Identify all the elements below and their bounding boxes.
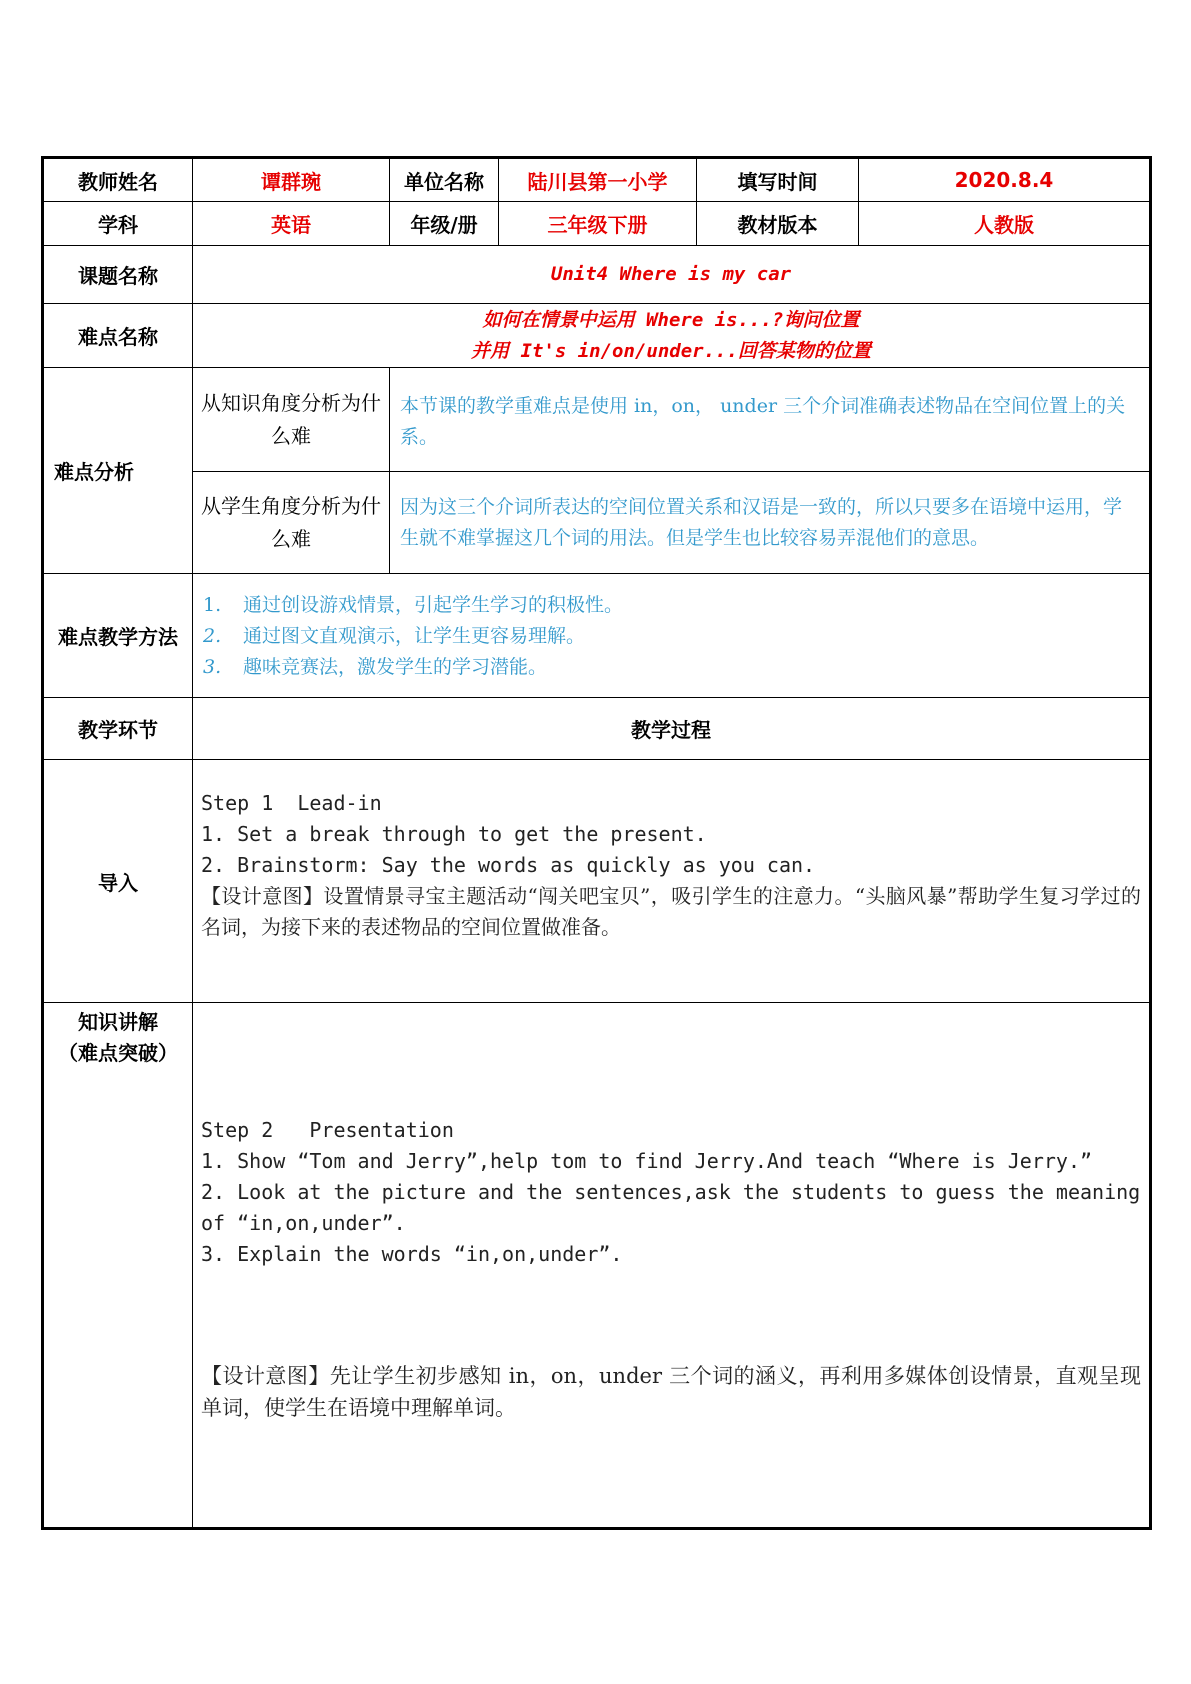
presentation-line-1: 1. Show “Tom and Jerry”,help tom to find Jerry.And teach “Where is Jerry.” bbox=[201, 1149, 1093, 1173]
unit-value: 陆川县第一小学 bbox=[499, 158, 697, 202]
presentation-line-3: 3. Explain the words “in,on,under”. bbox=[201, 1242, 623, 1266]
topic-label: 课题名称 bbox=[43, 246, 193, 304]
student-angle-label: 从学生角度分析为什么难 bbox=[193, 472, 390, 574]
date-value: 2020.8.4 bbox=[859, 158, 1151, 202]
difficulty-value bbox=[193, 304, 1151, 368]
analysis-label: 难点分析 bbox=[43, 368, 193, 574]
lesson-plan-table bbox=[41, 156, 1152, 1530]
analysis-row-student bbox=[43, 472, 1151, 574]
difficulty-line-2: 并用 It's in/on/under...回答某物的位置 bbox=[471, 339, 871, 362]
edition-label: 教材版本 bbox=[697, 202, 859, 246]
method-list-cell bbox=[193, 574, 1151, 698]
teacher-label: 教师姓名 bbox=[43, 158, 193, 202]
presentation-label-line-2: （难点突破） bbox=[58, 1041, 178, 1065]
method-item-3-text: 趣味竞赛法，激发学生的学习潜能。 bbox=[243, 656, 548, 678]
topic-value: Unit4 Where is my car bbox=[193, 246, 1151, 304]
presentation-step: Step 2 Presentation bbox=[201, 1118, 454, 1142]
subject-value: 英语 bbox=[193, 202, 390, 246]
presentation-line-2: 2. Look at the picture and the sentences,ask the students to guess the meaning of “in,on,under”. bbox=[201, 1180, 1153, 1235]
presentation-row bbox=[43, 1003, 1151, 1529]
presentation-intent: 【设计意图】先让学生初步感知 in，on，under 三个词的涵义，再利用多媒体创设情景，直观呈现单词，使学生在语境中理解单词。 bbox=[201, 1364, 1141, 1420]
difficulty-label: 难点名称 bbox=[43, 304, 193, 368]
topic-row bbox=[43, 246, 1151, 304]
grade-label: 年级/册 bbox=[390, 202, 499, 246]
presentation-label bbox=[43, 1003, 193, 1529]
header-row-2 bbox=[43, 202, 1151, 246]
difficulty-row bbox=[43, 304, 1151, 368]
process-header: 教学过程 bbox=[193, 698, 1151, 760]
leadin-intent: 【设计意图】设置情景寻宝主题活动“闯关吧宝贝”，吸引学生的注意力。“头脑风暴”帮助学生复习学过的名词，为接下来的表述物品的空间位置做准备。 bbox=[201, 884, 1141, 939]
process-header-row bbox=[43, 698, 1151, 760]
leadin-content bbox=[193, 760, 1151, 1003]
leadin-label: 导入 bbox=[43, 760, 193, 1003]
stage-header: 教学环节 bbox=[43, 698, 193, 760]
method-label: 难点教学方法 bbox=[43, 574, 193, 698]
method-item-3-num: 3. bbox=[203, 656, 222, 678]
teacher-value: 谭群琬 bbox=[193, 158, 390, 202]
leadin-line-1: 1. Set a break through to get the present. bbox=[201, 822, 707, 846]
method-item-1-num: 1. bbox=[203, 594, 222, 616]
method-item-1 bbox=[203, 590, 1139, 621]
header-row-1 bbox=[43, 158, 1151, 202]
method-item-1-text: 通过创设游戏情景，引起学生学习的积极性。 bbox=[243, 594, 624, 616]
method-item-2-num: 2. bbox=[203, 625, 222, 647]
presentation-label-line-1: 知识讲解 bbox=[78, 1010, 158, 1034]
student-angle-text: 因为这三个介词所表达的空间位置关系和汉语是一致的，所以只要多在语境中运用，学生就不难掌握这几个词的用法。但是学生也比较容易弄混他们的意思。 bbox=[390, 472, 1151, 574]
unit-label: 单位名称 bbox=[390, 158, 499, 202]
grade-value: 三年级下册 bbox=[499, 202, 697, 246]
method-row bbox=[43, 574, 1151, 698]
leadin-line-2: 2. Brainstorm: Say the words as quickly as you can. bbox=[201, 853, 816, 877]
leadin-step: Step 1 Lead-in bbox=[201, 791, 382, 815]
method-item-2 bbox=[203, 621, 1139, 652]
date-label: 填写时间 bbox=[697, 158, 859, 202]
knowledge-angle-text: 本节课的教学重难点是使用 in，on， under 三个介词准确表述物品在空间位置上的关系。 bbox=[390, 368, 1151, 472]
analysis-row-knowledge bbox=[43, 368, 1151, 472]
difficulty-line-1: 如何在情景中运用 Where is...?询问位置 bbox=[482, 308, 860, 331]
knowledge-angle-label: 从知识角度分析为什么难 bbox=[193, 368, 390, 472]
presentation-content bbox=[193, 1003, 1151, 1529]
method-item-2-text: 通过图文直观演示，让学生更容易理解。 bbox=[243, 625, 586, 647]
edition-value: 人教版 bbox=[859, 202, 1151, 246]
method-list bbox=[203, 590, 1139, 683]
subject-label: 学科 bbox=[43, 202, 193, 246]
leadin-row bbox=[43, 760, 1151, 1003]
method-item-3 bbox=[203, 652, 1139, 683]
